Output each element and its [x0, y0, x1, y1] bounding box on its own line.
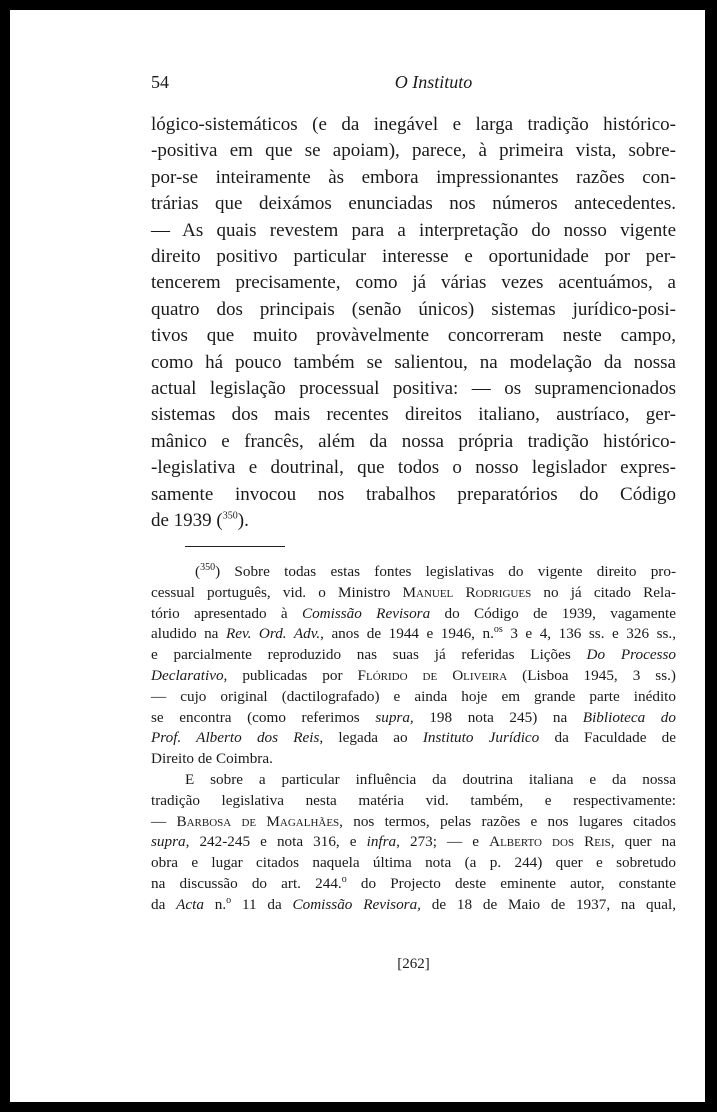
footnote-line — [151, 832, 676, 853]
body-line: sistemas dos mais recentes direitos italiano, austríaco, ger- — [151, 404, 676, 426]
body-line: tivos que muito provàvelmente concorreram neste campo, — [151, 325, 676, 347]
footnote-italic: Comissão Revisora — [301, 604, 431, 622]
body-last-text: de 1939 ( — [151, 510, 223, 532]
author-name: Alberto dos Reis — [489, 833, 611, 851]
body-line: quatro dos principais (senão únicos) sistemas jurídico-posi- — [151, 298, 676, 320]
footnote-text: do Código de 1939, vagamente — [430, 604, 677, 622]
footnote-line — [151, 874, 676, 895]
author-name: Flórido de Oliveira — [357, 666, 508, 684]
body-line: lógico-sistemáticos (e da inegável e larga tradição histórico- — [151, 114, 676, 135]
footnote-superscript: o — [341, 873, 347, 885]
footnote-text: de 18 de Maio de 1937, na qual, — [420, 895, 676, 913]
body-line-last — [151, 508, 676, 534]
footnote-italic: infra, — [366, 833, 400, 851]
footnote-italic: supra, — [375, 708, 414, 726]
running-title: O Instituto — [394, 72, 473, 92]
footnote-text: publicadas por — [227, 666, 358, 684]
footnote-text: e parcialmente reproduzido nas suas já referidas Lições — [151, 646, 587, 664]
document-page — [10, 10, 705, 1102]
footnote-italic: Instituto Jurídico — [422, 729, 540, 747]
body-last-suffix: ). — [237, 510, 249, 532]
footnote-text: da Faculdade de — [539, 729, 676, 747]
body-line: -legislativa e doutrinal, que todos o nosso legislador expres- — [151, 457, 676, 479]
footnote-text: n. — [203, 895, 227, 913]
footnote-marker-open: ( — [195, 563, 201, 580]
footnote-text: se encontra (como referimos — [151, 708, 376, 726]
footnote-line — [151, 645, 676, 666]
footnote-line: — cujo original (dactilografado) e ainda hoje em grande parte inédito — [151, 687, 676, 705]
footnote-text: (Lisboa 1945, 3 ss.) — [507, 666, 676, 684]
body-line: direito positivo particular interesse e oportunidade por per- — [151, 246, 676, 268]
footnote-text: legada ao — [323, 729, 423, 747]
body-line: actual legislação processual positiva: — os supramencionados — [151, 378, 676, 400]
footnote-text: , quer na — [610, 833, 676, 851]
footnote-line — [151, 604, 676, 625]
footnote — [151, 562, 676, 916]
footnote-line — [151, 562, 676, 583]
footnote-text: na discussão do art. 244. — [151, 874, 342, 892]
footnote-text: do Projecto deste eminente autor, constante — [346, 874, 676, 892]
footnote-line — [151, 728, 676, 749]
author-name: Barbosa de Magalhães — [176, 812, 340, 830]
author-name: Manuel Rodrigues — [402, 583, 532, 601]
body-line: por-se inteiramente às embora impressionantes razões con- — [151, 166, 676, 188]
footnote-line — [151, 666, 676, 687]
footnote-line: Direito de Coimbra. — [151, 750, 273, 768]
footnote-number: 350 — [200, 561, 216, 573]
footnote-italic: Prof. Alberto dos Reis, — [151, 729, 324, 747]
footnote-line: obra e lugar citados naquela última nota (a p. 244) quer e sobretudo — [151, 854, 676, 872]
footnote-text: — — [151, 812, 177, 830]
footnote-line — [151, 895, 676, 916]
footnote-text: 242-245 e nota 316, e — [189, 833, 367, 851]
footnote-line — [151, 708, 676, 729]
body-line: como há pouco também se salientou, na modelação da nossa — [151, 351, 676, 373]
footnote-separator — [185, 546, 285, 547]
footnote-reference: 350 — [222, 510, 238, 522]
footnote-text: no já citado Rela- — [531, 583, 676, 601]
footnote-line — [151, 812, 676, 833]
footnote-text: Sobre todas estas fontes legislativas do vigente direito pro- — [220, 563, 676, 580]
footnote-text: tório apresentado à — [151, 604, 302, 622]
footnote-line — [151, 583, 676, 604]
body-paragraph — [151, 112, 676, 535]
page-header — [151, 72, 676, 96]
footnote-superscript: o — [226, 894, 232, 906]
page-number: 54 — [151, 72, 169, 92]
body-line: mânico e francês, além da nossa própria tradição histórico- — [151, 430, 676, 452]
footnote-text: 273; — e — [399, 833, 490, 851]
page-footer-reference: [262] — [397, 956, 430, 972]
body-line: trárias que deixámos enunciadas nos números antecedentes. — [151, 193, 676, 215]
footnote-italic: supra, — [151, 833, 190, 851]
footnote-italic: Comissão Revisora, — [292, 895, 421, 913]
footnote-superscript: os — [493, 624, 503, 636]
footnote-marker-close: ) — [215, 563, 221, 580]
footnote-text: aludido na — [151, 625, 226, 643]
body-line: -positiva em que se apoiam), parece, à primeira vista, sobre- — [151, 140, 676, 162]
footnote-line — [151, 624, 676, 645]
footnote-text: 11 da — [231, 895, 293, 913]
footnote-italic: Acta — [176, 895, 204, 913]
footnote-text: 198 nota 245) na — [413, 708, 583, 726]
footnote-italic: Rev. Ord. Adv. — [225, 625, 321, 643]
body-line: samente invocou nos trabalhos preparatórios do Código — [151, 483, 676, 505]
body-line: — As quais revestem para a interpretação do nosso vigente — [151, 219, 676, 241]
footnote-italic: Do Processo — [586, 646, 676, 664]
footnote-text: da — [151, 895, 177, 913]
footnote-line: E sobre a particular influência da doutrina italiana e da nossa — [185, 770, 676, 788]
body-line: tencerem precisamente, como já várias vezes acentuámos, a — [151, 272, 676, 294]
footnote-line: tradição legislativa nesta matéria vid. também, e respectivamente: — [151, 791, 676, 809]
footnote-text: , anos de 1944 e 1946, n. — [320, 625, 494, 643]
footnote-italic: Declarativo, — [151, 666, 228, 684]
footnote-text: cessual português, vid. o Ministro — [151, 583, 403, 601]
footnote-italic: Biblioteca do — [582, 708, 676, 726]
footnote-text: 3 e 4, 136 ss. e 326 ss., — [502, 625, 677, 643]
footnote-text: , nos termos, pelas razões e nos lugares citados — [339, 812, 676, 830]
